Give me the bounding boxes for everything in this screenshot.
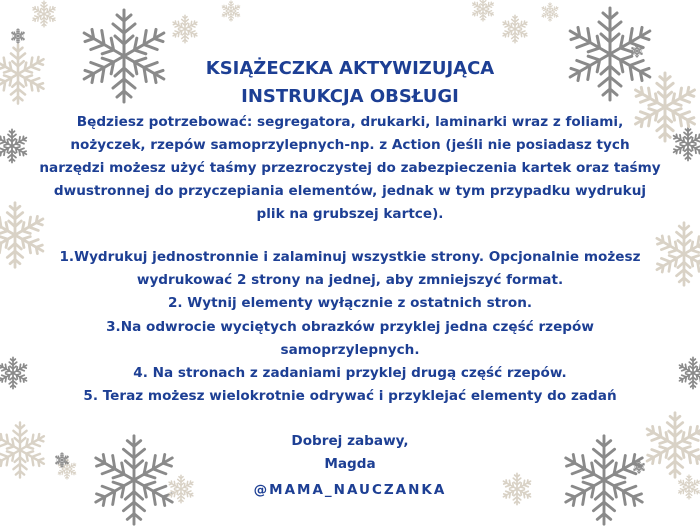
body-line: narzędzi możesz użyć taśmy przezroczystej do zabezpieczenia kartek oraz taśmy xyxy=(39,160,661,176)
body-line: dwustronnej do przyczepiania elementów, jednak w tym przypadku wydrukuj xyxy=(53,183,647,199)
body-line: plik na grubszej kartce). xyxy=(256,206,444,222)
body-line: Będziesz potrzebować: segregatora, drukarki, laminarki wraz z foliami, xyxy=(76,114,624,130)
page-subtitle: INSTRUKCJA OBSŁUGI xyxy=(241,86,459,107)
step-line: 5. Teraz możesz wielokrotnie odrywać i przyklejać elementy do zadań xyxy=(83,388,617,404)
step-line: 2. Wytnij elementy wyłącznie z ostatnich stron. xyxy=(167,295,533,311)
instagram-handle: @MAMA_NAUCZANKA xyxy=(253,482,447,498)
step-line: 3.Na odwrocie wyciętych obrazków przyklej jedna część rzepów xyxy=(106,319,594,335)
step-line: 4. Na stronach z zadaniami przyklej drugą część rzepów. xyxy=(133,365,567,381)
step-line: samoprzylepnych. xyxy=(280,342,420,358)
step-line: wydrukować 2 strony na jednej, aby zmniejszyć format. xyxy=(136,272,564,288)
step-line: 1.Wydrukuj jednostronnie i zalaminuj wszystkie strony. Opcjonalnie możesz xyxy=(59,249,641,265)
body-line: nożyczek, rzepów samoprzylepnych-np. z Action (jeśli nie posiadasz tych xyxy=(70,137,630,153)
closing-line: Dobrej zabawy, xyxy=(291,433,409,449)
signature: Magda xyxy=(324,456,376,472)
page-title: KSIĄŻECZKA AKTYWIZUJĄCA xyxy=(205,58,495,79)
